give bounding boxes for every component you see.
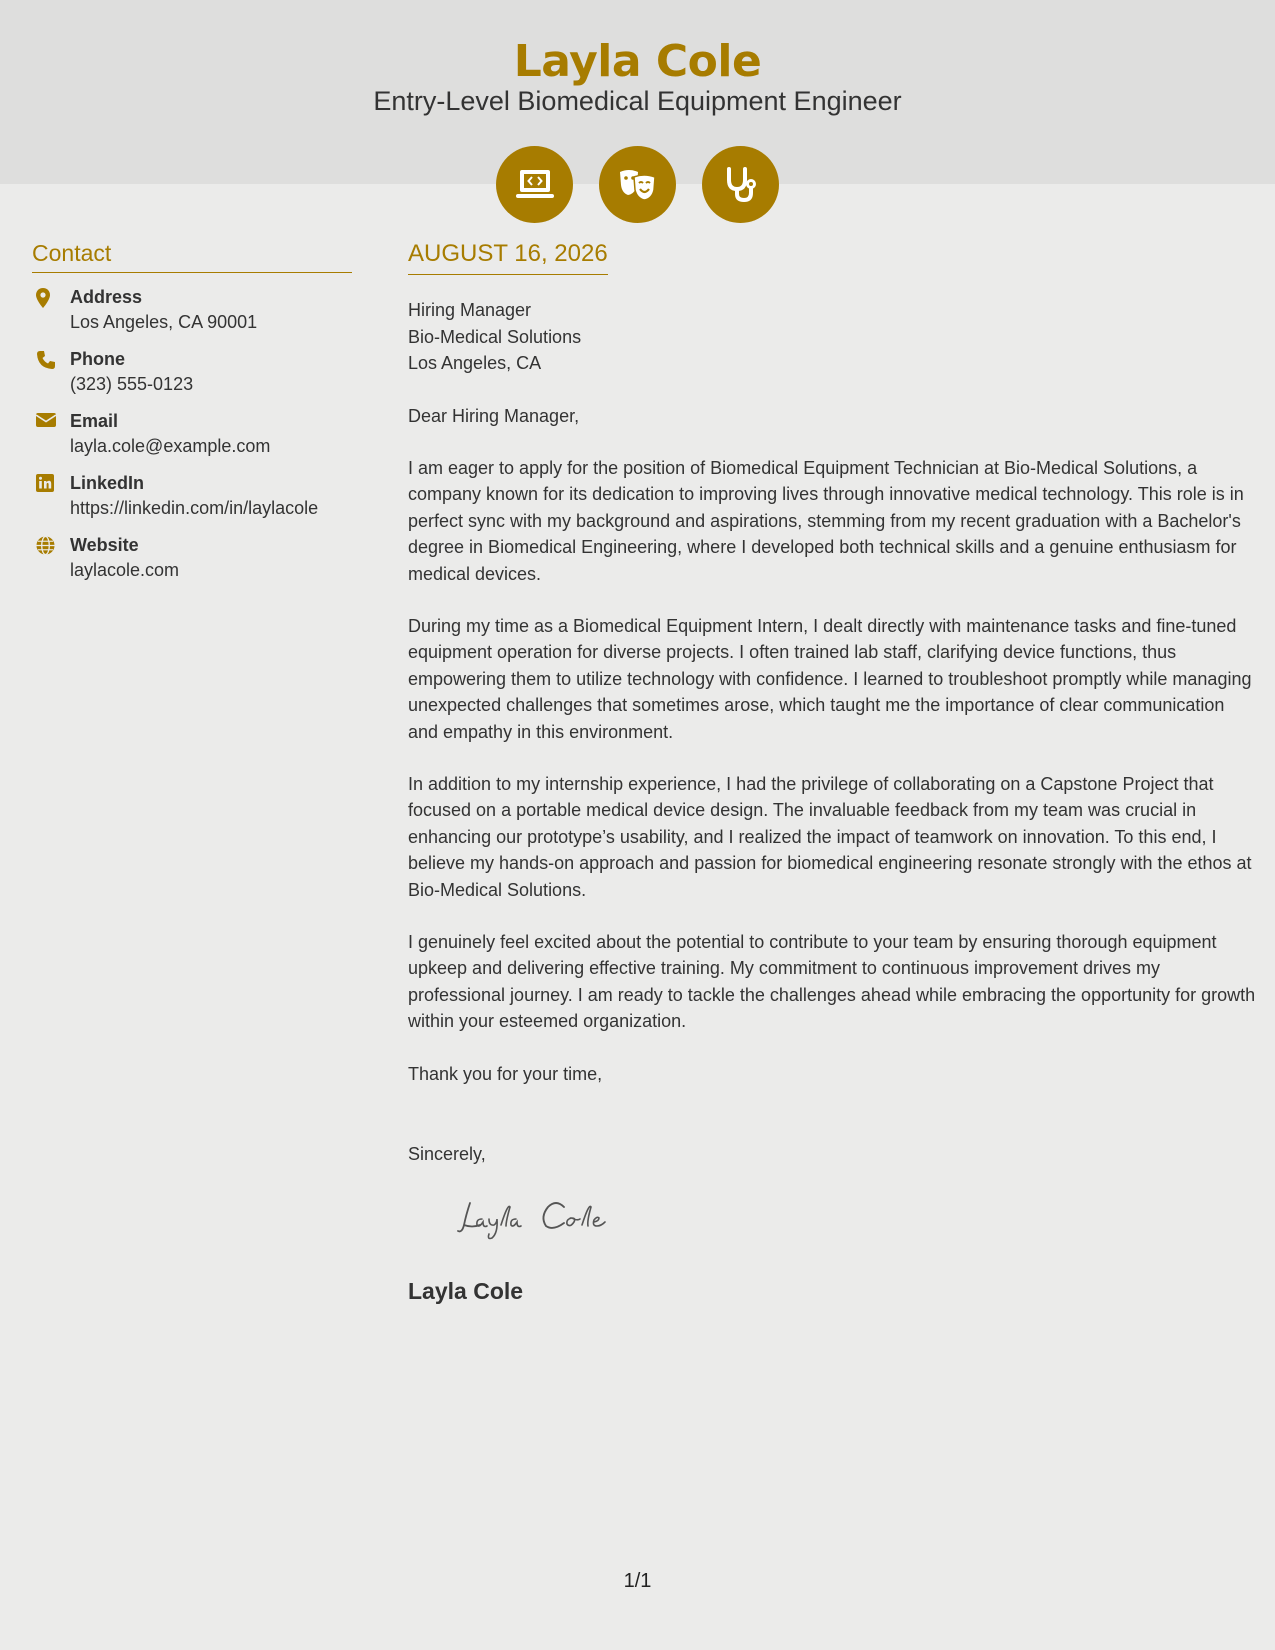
contact-section-title: Contact (32, 240, 352, 273)
contact-linkedin (32, 470, 352, 521)
body-paragraph: In addition to my internship experience, I had the privilege of collaborating on a Capstone Project that focused on a portable medical device design. The invaluable feedback from my team was crucial in enhancing our prototype’s usability, and I realized the impact of teamwork on innovation. To this end, I believe my hands-on approach and passion for biomedical engineering resonate strongly with the ethos at Bio-Medical Solutions. (408, 773, 1252, 900)
recipient-line: Bio-Medical Solutions (408, 326, 582, 347)
linkedin-icon (32, 470, 70, 521)
page-number: 1/1 (623, 1570, 652, 1592)
letter-body (408, 240, 1258, 1305)
laptop-code-icon (496, 146, 573, 223)
phone-value: (323) 555-0123 (70, 374, 194, 394)
linkedin-value[interactable]: https://linkedin.com/in/laylacole (70, 498, 319, 518)
contact-email (32, 408, 352, 459)
stethoscope-icon (702, 146, 779, 223)
contact-sidebar (32, 240, 352, 583)
address-label: Address (70, 287, 143, 307)
contact-website (32, 532, 352, 583)
address-value: Los Angeles, CA 90001 (70, 312, 258, 332)
email-label: Email (70, 411, 119, 431)
recipient-block (408, 297, 1258, 377)
contact-phone (32, 346, 352, 397)
job-title: Entry-Level Biomedical Equipment Engineer (373, 86, 902, 116)
letter-date: AUGUST 16, 2026 (408, 240, 608, 275)
theater-masks-icon (599, 146, 676, 223)
closing-line: Sincerely, (408, 1144, 486, 1165)
globe-icon (32, 532, 70, 583)
website-value[interactable]: laylacole.com (70, 560, 180, 580)
recipient-line: Los Angeles, CA (408, 353, 542, 373)
body-paragraph: I genuinely feel excited about the potential to contribute to your team by ensuring thorough equipment upkeep and delivering effective training. My commitment to continuous improvement drives my professional journey. I am ready to tackle the challenges ahead while embracing the opportunity for growth within your esteemed organization. (408, 932, 1256, 1032)
header-icons (496, 146, 779, 223)
thanks-line: Thank you for your time, (408, 1063, 603, 1084)
website-label: Website (70, 535, 139, 555)
contact-address (32, 284, 352, 335)
signer-name: Layla Cole (408, 1278, 524, 1305)
body-paragraph: During my time as a Biomedical Equipment Intern, I dealt directly with maintenance tasks and fine-tuned equipment operation for diverse projects. I often trained lab staff, clarifying device functions, thus empowering them to utilize technology with confidence. I learned to troubleshoot promptly while managing unexpected challenges that sometimes arose, which taught me the importance of clear communication and empathy in this environment. (408, 615, 1252, 742)
salutation: Dear Hiring Manager, (408, 405, 580, 426)
envelope-icon (32, 408, 70, 459)
linkedin-label: LinkedIn (70, 473, 145, 493)
map-pin-icon (32, 284, 70, 335)
recipient-line: Hiring Manager (408, 300, 532, 320)
phone-label: Phone (70, 349, 126, 369)
applicant-name: Layla Cole (513, 36, 762, 87)
email-value[interactable]: layla.cole@example.com (70, 436, 271, 456)
phone-icon (32, 346, 70, 397)
handwritten-signature (456, 1195, 1258, 1248)
body-paragraph: I am eager to apply for the position of Biomedical Equipment Technician at Bio-Medical Solutions, a company known for its dedication to improving lives through innovative medical technology. This role is in perfect sync with my background and aspirations, stemming from my recent graduation with a Bachelor's degree in Biomedical Engineering, where I developed both technical skills and a genuine enthusiasm for medical devices. (408, 457, 1244, 584)
